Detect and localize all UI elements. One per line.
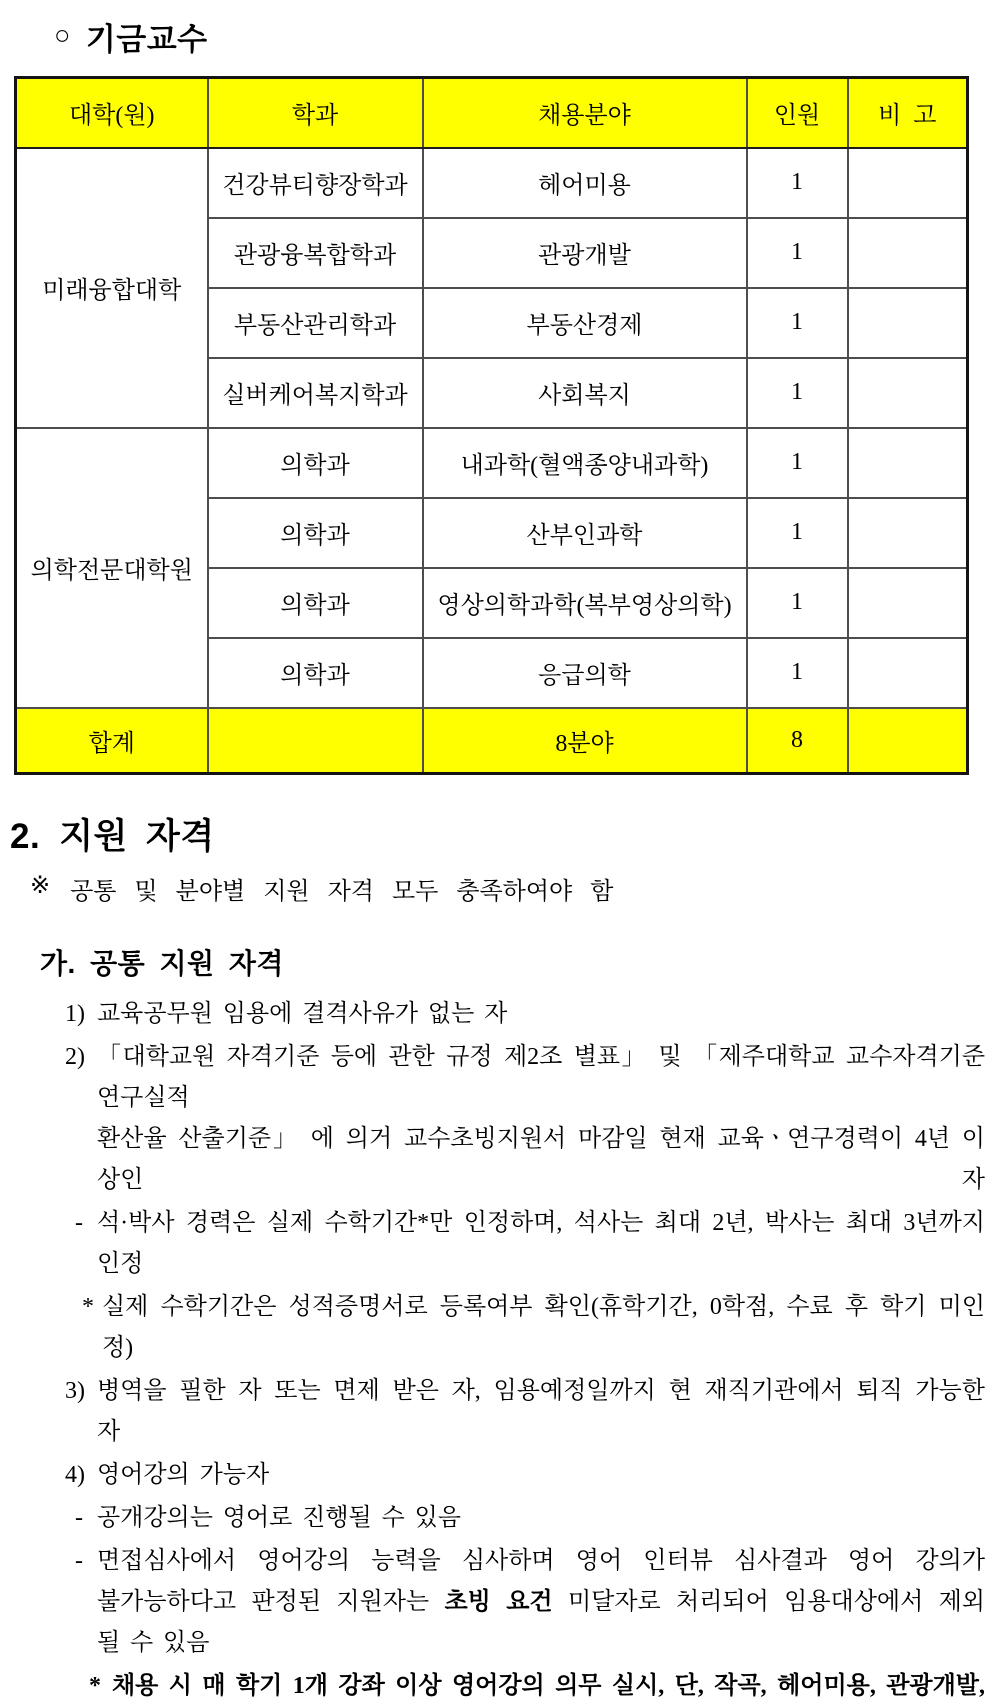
dept-cell: 의학과 xyxy=(208,568,423,638)
list-item xyxy=(65,994,985,1035)
list-item xyxy=(65,1371,985,1453)
item-text xyxy=(97,1582,985,1623)
list-item xyxy=(75,1498,985,1539)
section-2-title: 지원 자격 xyxy=(59,817,215,856)
table-total-row xyxy=(16,708,968,774)
total-label-cell: 합계 xyxy=(16,708,208,774)
dept-cell: 의학과 xyxy=(208,498,423,568)
item-text-segment: 미달자로 처리되어 임용대상에서 제외 xyxy=(552,1588,985,1615)
item-text: 영어강의 가능자 xyxy=(97,1461,270,1488)
note-cell xyxy=(848,288,968,358)
item-marker: 2) xyxy=(65,1043,85,1070)
requirement-list xyxy=(65,994,985,1707)
field-cell: 내과학(혈액종양내과학) xyxy=(423,428,747,498)
item-marker: - xyxy=(75,1504,83,1531)
note-cell xyxy=(848,148,968,218)
section-2-number: 2. xyxy=(10,817,41,856)
section-title-fund-professor xyxy=(54,14,1000,59)
dept-cell: 건강뷰티향장학과 xyxy=(208,148,423,218)
count-cell: 1 xyxy=(747,218,848,288)
count-cell: 1 xyxy=(747,148,848,218)
count-cell: 1 xyxy=(747,498,848,568)
note-cell xyxy=(848,218,968,288)
item-text: 실제 수학기간은 성적증명서로 등록여부 확인(휴학기간, 0학점, 수료 후 학기 미인정) xyxy=(102,1293,985,1361)
field-cell: 부동산경제 xyxy=(423,288,747,358)
field-cell: 관광개발 xyxy=(423,218,747,288)
item-marker: 4) xyxy=(65,1461,85,1488)
field-cell: 산부인과학 xyxy=(423,498,747,568)
list-item xyxy=(65,1037,985,1201)
total-field-cell: 8분야 xyxy=(423,708,747,774)
dept-cell: 관광융복합학과 xyxy=(208,218,423,288)
table-header-row xyxy=(16,78,968,148)
reference-mark-icon: ※ xyxy=(30,872,51,899)
field-cell: 헤어미용 xyxy=(423,148,747,218)
item-marker: * xyxy=(82,1293,94,1320)
subsection-ga-heading: 가. 공통 지원 자격 xyxy=(40,947,284,979)
dept-cell: 부동산관리학과 xyxy=(208,288,423,358)
note-cell xyxy=(848,358,968,428)
total-count-cell: 8 xyxy=(747,708,848,774)
note-cell xyxy=(848,428,968,498)
item-text-segment: 불가능하다고 판정된 지원자는 xyxy=(97,1588,445,1615)
list-item xyxy=(65,1455,985,1496)
list-item xyxy=(75,1203,985,1285)
count-cell: 1 xyxy=(747,358,848,428)
dept-cell: 의학과 xyxy=(208,428,423,498)
item-text: 석·박사 경력은 실제 수학기간*만 인정하며, 석사는 최대 2년, 박사는 최대 3년까지 인정 xyxy=(97,1209,985,1277)
note-cell xyxy=(848,498,968,568)
item-marker: - xyxy=(75,1547,83,1574)
recruitment-table xyxy=(14,76,969,775)
count-cell: 1 xyxy=(747,638,848,708)
field-cell: 사회복지 xyxy=(423,358,747,428)
table-row xyxy=(16,428,968,498)
field-cell: 영상의학과학(복부영상의학) xyxy=(423,568,747,638)
section-2-heading xyxy=(10,819,1000,856)
item-marker: 3) xyxy=(65,1377,85,1404)
item-text: 병역을 필한 자 또는 면제 받은 자, 임용예정일까지 현 재직기관에서 퇴직 가능한 자 xyxy=(97,1377,985,1445)
item-text: 교육공무원 임용에 결격사유가 없는 자 xyxy=(97,1000,508,1027)
circle-bullet-icon: ○ xyxy=(54,20,71,50)
field-cell: 응급의학 xyxy=(423,638,747,708)
item-text: 채용 시 매 학기 1개 강좌 이상 영어강의 의무 실시, 단, 작곡, 헤어미용, 관광개발, xyxy=(112,1672,985,1699)
item-text-bold-segment: 초빙 요건 xyxy=(444,1588,553,1615)
item-text: 공개강의는 영어로 진행될 수 있음 xyxy=(97,1504,461,1531)
document-page xyxy=(0,14,1000,1707)
col-header-college: 대학(원) xyxy=(16,78,208,148)
col-header-field: 채용분야 xyxy=(423,78,747,148)
doc-title-text: 기금교수 xyxy=(85,22,208,57)
count-cell: 1 xyxy=(747,428,848,498)
item-marker: 1) xyxy=(65,1000,85,1027)
total-dept-cell xyxy=(208,708,423,774)
note-cell xyxy=(848,568,968,638)
total-note-cell xyxy=(848,708,968,774)
common-requirement-note-text: 공통 및 분야별 지원 자격 모두 충족하여야 함 xyxy=(70,878,614,905)
item-marker: * xyxy=(89,1672,101,1699)
item-text: 「대학교원 자격기준 등에 관한 규정 제2조 별표」 및 「제주대학교 교수자격기준 연구실적 xyxy=(97,1043,985,1111)
dept-cell: 실버케어복지학과 xyxy=(208,358,423,428)
note-cell xyxy=(848,638,968,708)
col-header-note: 비 고 xyxy=(848,78,968,148)
table-row xyxy=(16,148,968,218)
list-item xyxy=(82,1287,985,1369)
item-text: 면접심사에서 영어강의 능력을 심사하며 영어 인터뷰 심사결과 영어 강의가 xyxy=(97,1547,985,1574)
list-item xyxy=(89,1666,985,1707)
college-cell: 미래융합대학 xyxy=(16,148,208,428)
dept-cell: 의학과 xyxy=(208,638,423,708)
count-cell: 1 xyxy=(747,568,848,638)
list-item xyxy=(75,1541,985,1664)
college-cell: 의학전문대학원 xyxy=(16,428,208,708)
item-marker: - xyxy=(75,1209,83,1236)
count-cell: 1 xyxy=(747,288,848,358)
common-requirement-note xyxy=(30,871,1000,906)
item-text: 될 수 있음 xyxy=(97,1629,210,1656)
col-header-department: 학과 xyxy=(208,78,423,148)
item-text: 환산율 산출기준」 에 의거 교수초빙지원서 마감일 현재 교육ㆍ연구경력이 4년 이상인 자 xyxy=(97,1125,985,1193)
col-header-count: 인원 xyxy=(747,78,848,148)
